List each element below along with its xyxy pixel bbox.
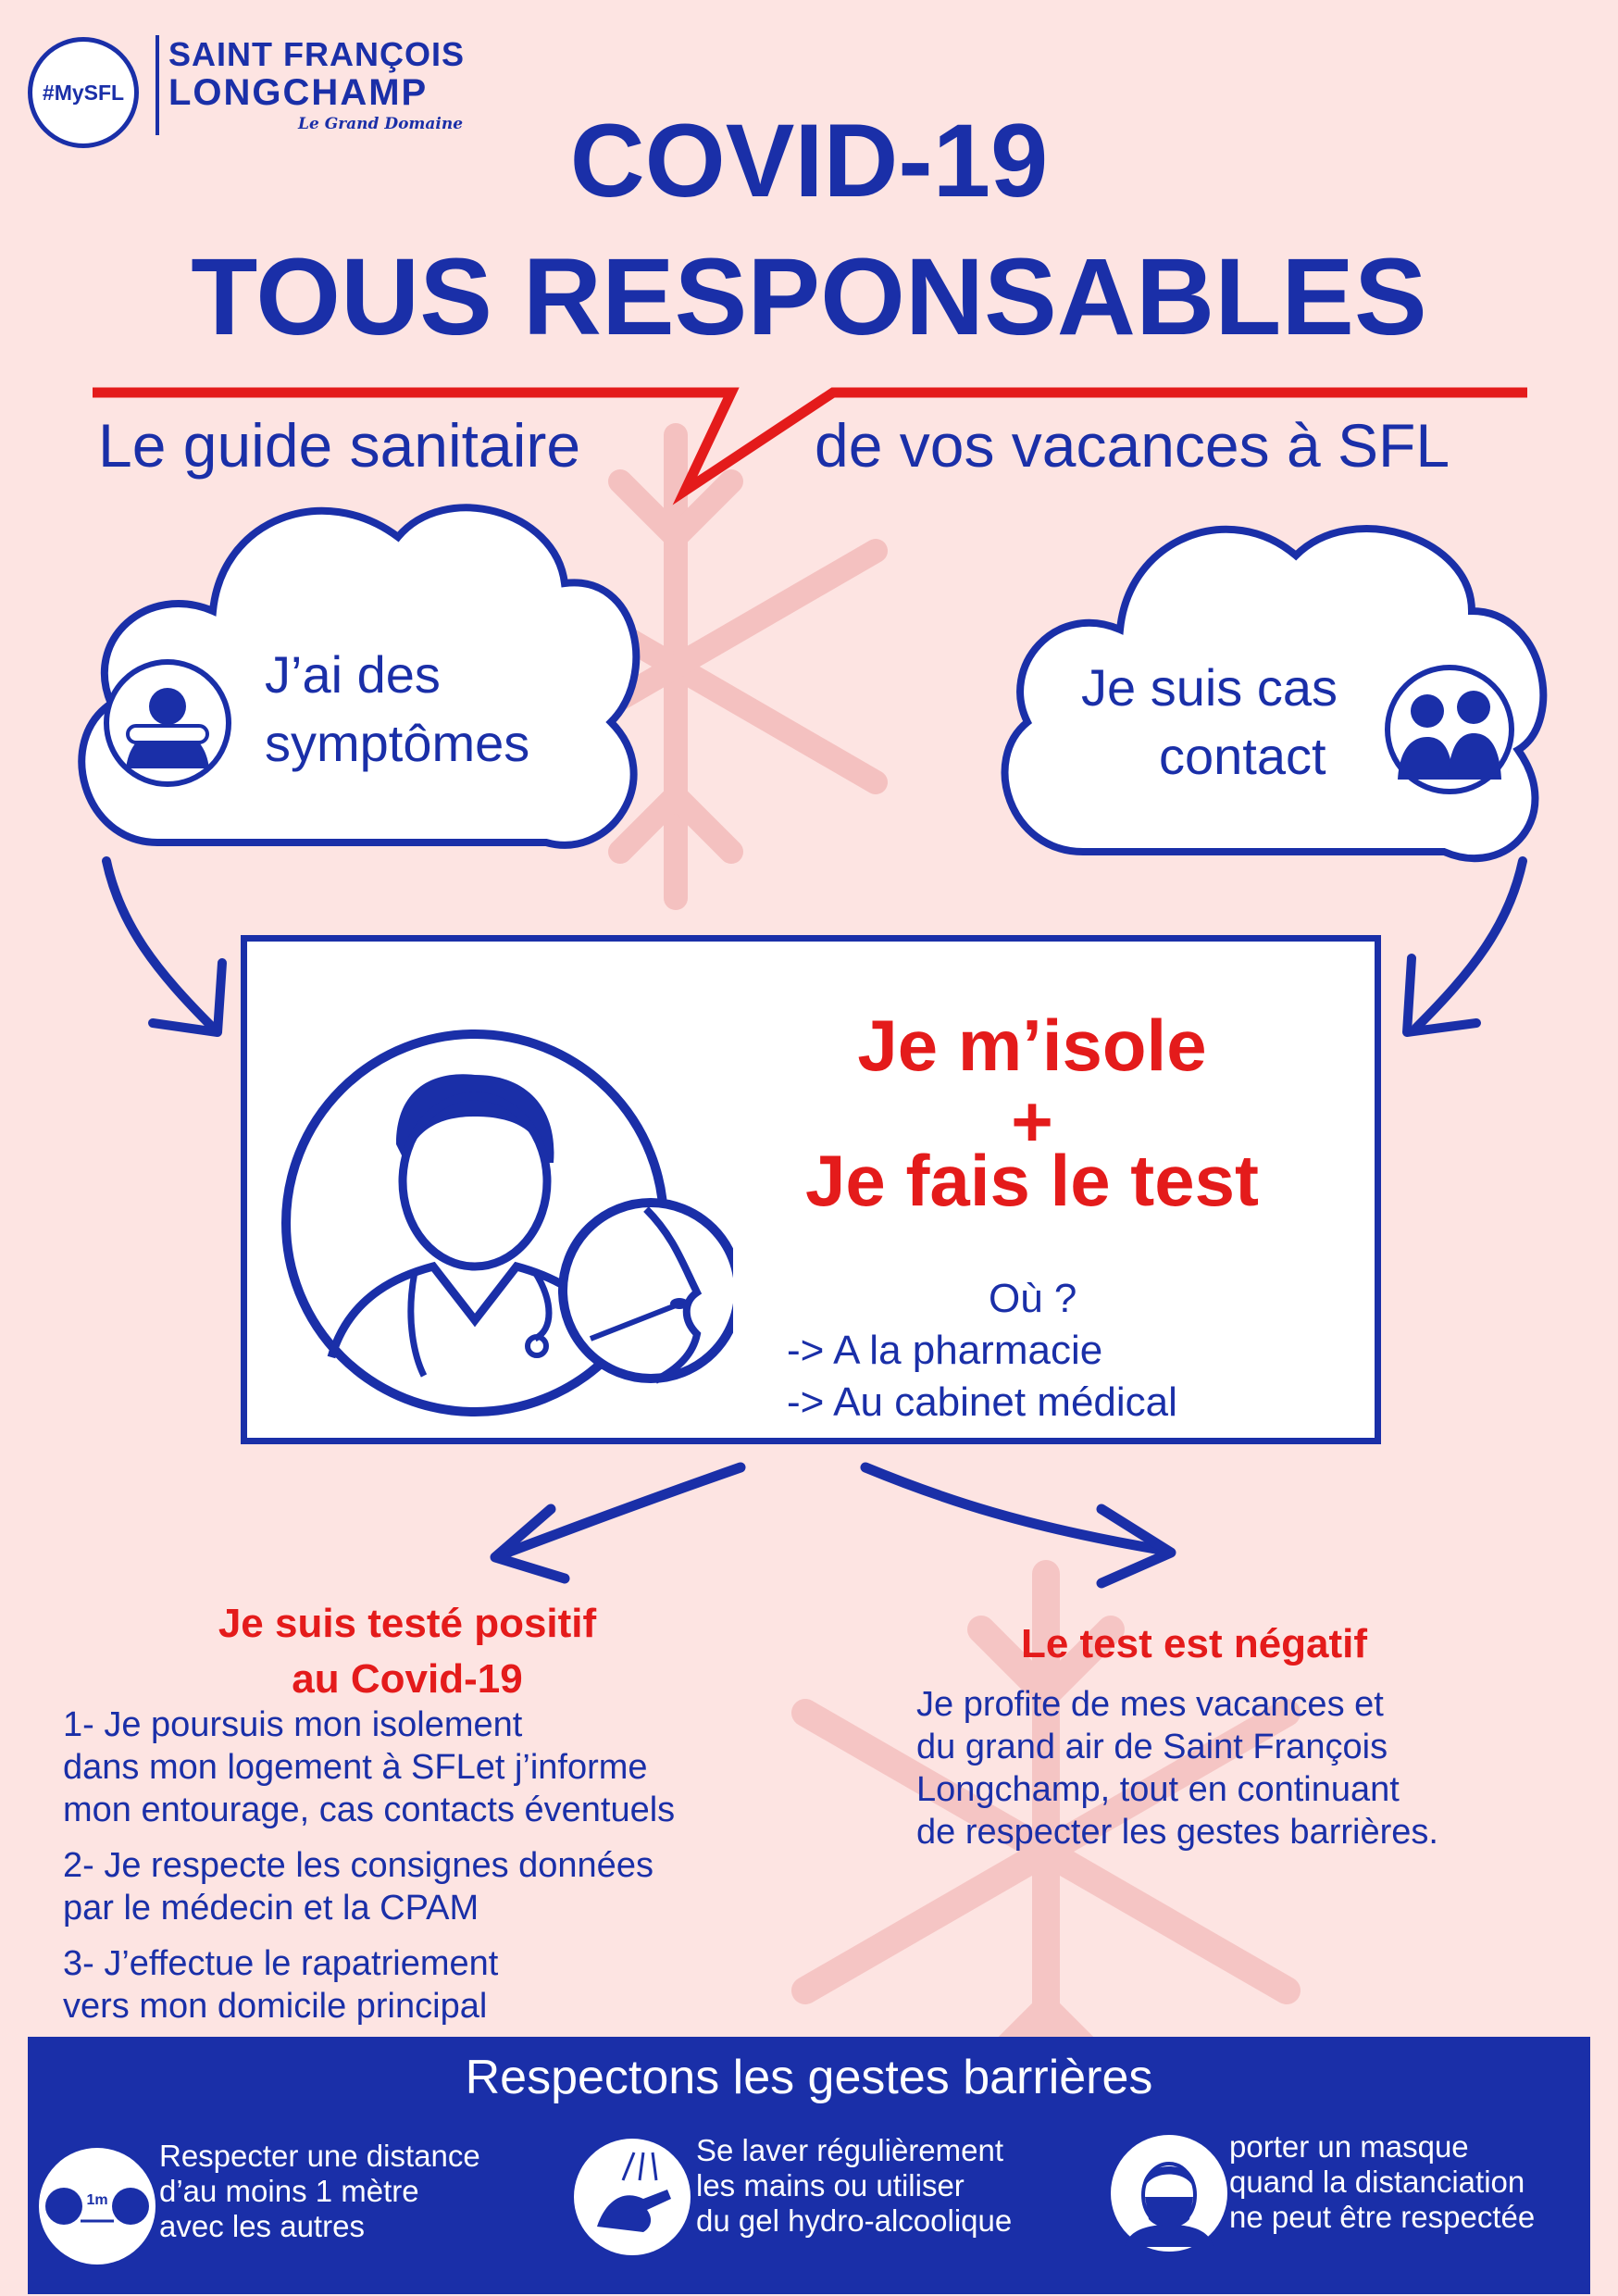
negative-line2: du grand air de Saint François (916, 1728, 1388, 1766)
positive-step3-line1: 3- J’effectue le rapatriement (63, 1944, 499, 1983)
coughing-person-icon (104, 659, 231, 787)
plus-sign: + (1011, 1080, 1053, 1162)
positive-step1-line2: dans mon logement à SFLet j’informe (63, 1748, 648, 1787)
positive-step1-line3: mon entourage, cas contacts éventuels (63, 1791, 676, 1829)
where-pharmacy: -> A la pharmacie (787, 1328, 1103, 1373)
test-text: Je fais le test (805, 1140, 1259, 1221)
face-mask-icon (1111, 2135, 1227, 2252)
where-label: Où ? (989, 1276, 1077, 1321)
logo-text-saint-francois: SAINT FRANÇOIS (168, 35, 465, 73)
distance-badge: 1m (86, 2192, 108, 2208)
hand-washing-icon (574, 2139, 691, 2255)
mysfl-badge: #MySFL (28, 37, 139, 148)
distance-1m-icon (39, 2148, 156, 2265)
arrow-to-negative (865, 1467, 1166, 1551)
cloud-symptoms-line2: symptômes (265, 714, 530, 772)
arrow-left-to-box (106, 861, 222, 1032)
two-people-icon (1385, 665, 1514, 794)
footer-item-mask-line1: porter un masque (1229, 2129, 1469, 2164)
doctor-nasal-swab-icon (276, 1024, 733, 1481)
subtitle-left: Le guide sanitaire (98, 411, 581, 480)
negative-line1: Je profite de mes vacances et (916, 1685, 1384, 1724)
positive-step2-line2: par le médecin et la CPAM (63, 1889, 479, 1928)
cloud-contact-line2: contact (1159, 727, 1326, 785)
positive-title-line1: Je suis testé positif (218, 1601, 597, 1646)
cloud-contact-line1: Je suis cas (1081, 658, 1338, 717)
negative-line4: de respecter les gestes barrières. (916, 1813, 1438, 1852)
footer-item-mask-line3: ne peut être respectée (1229, 2200, 1536, 2234)
footer-title: Respectons les gestes barrières (465, 2051, 1153, 2104)
arrow-right-to-box (1407, 861, 1523, 1032)
cloud-symptoms-line1: J’ai des (265, 645, 441, 704)
negative-line3: Longchamp, tout en continuant (916, 1770, 1400, 1809)
title-responsables: TOUS RESPONSABLES (191, 236, 1427, 358)
barrier-gestures-footer (28, 2037, 1590, 2294)
footer-item-hands-line3: du gel hydro-alcoolique (696, 2203, 1013, 2238)
positive-title-line2: au Covid-19 (292, 1656, 523, 1702)
logo-text-longchamp: LONGCHAMP (168, 72, 429, 113)
logo-tagline: Le Grand Domaine (298, 115, 464, 133)
footer-item-distance-line1: Respecter une distance (159, 2139, 480, 2173)
positive-step1-line1: 1- Je poursuis mon isolement (63, 1705, 523, 1744)
where-medical-office: -> Au cabinet médical (787, 1379, 1177, 1425)
footer-item-distance-line2: d’au moins 1 mètre (159, 2174, 419, 2208)
positive-step3-line2: vers mon domicile principal (63, 1987, 488, 2026)
subtitle-right: de vos vacances à SFL (815, 411, 1450, 480)
footer-item-hands-line2: les mains ou utiliser (696, 2168, 965, 2202)
negative-title: Le test est négatif (1020, 1621, 1368, 1666)
title-covid: COVID-19 (569, 103, 1049, 218)
result-arrows (0, 1444, 1618, 1611)
footer-item-mask-line2: quand la distanciation (1229, 2165, 1525, 2199)
arrow-to-positive (500, 1467, 741, 1555)
footer-item-distance-line3: avec les autres (159, 2209, 365, 2243)
footer-item-hands-line1: Se laver régulièrement (696, 2133, 1003, 2167)
positive-step2-line1: 2- Je respecte les consignes données (63, 1846, 653, 1885)
isolate-text: Je m’isole (857, 1004, 1207, 1086)
